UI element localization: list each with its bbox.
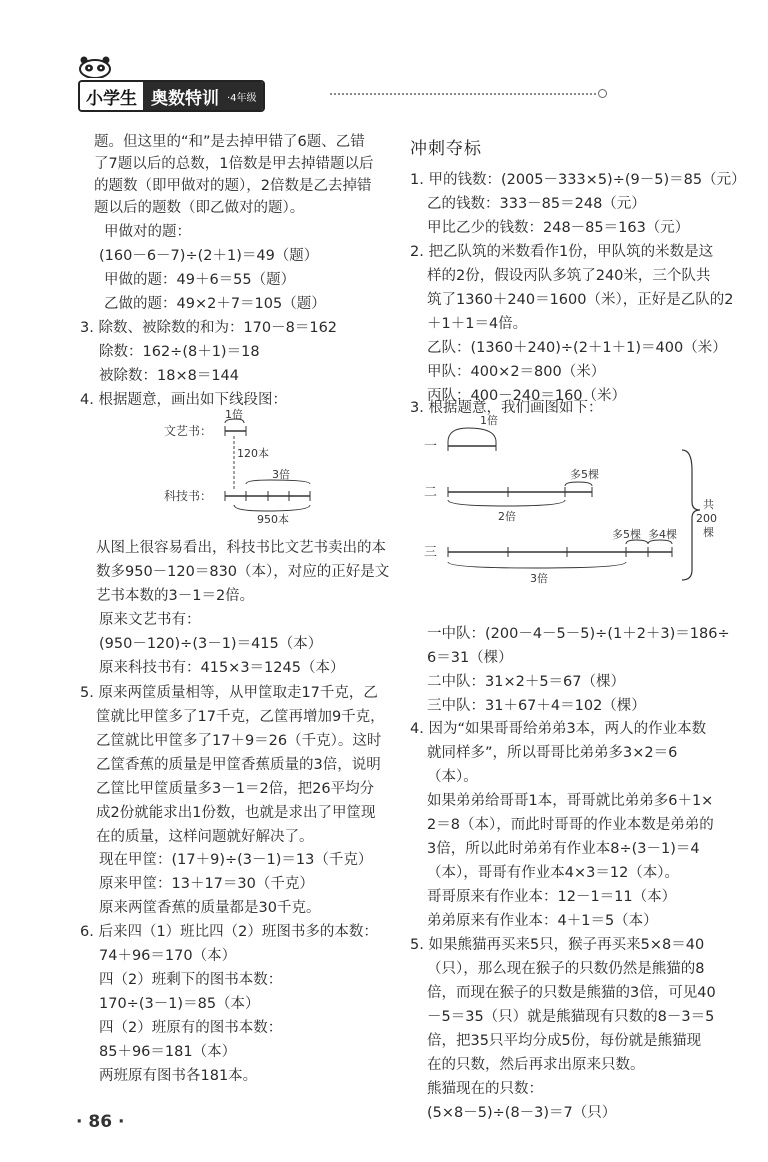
- book-title: 奥数特训: [143, 82, 227, 110]
- bei1-label: 1倍: [225, 408, 243, 421]
- left-text-line: 原来甲筐：13＋17＝30（千克）: [99, 876, 314, 892]
- right-text-line: 5. 如果熊猫再买来5只，猴子再买来5×8＝40: [410, 937, 705, 953]
- right-text-line: 丙队：400－240＝160（米）: [427, 388, 627, 404]
- ben950-label: 950本: [257, 513, 289, 526]
- right-text-line: ＋1＋1＝4倍。: [427, 316, 528, 332]
- left-text-line: 4. 根据题意，画出如下线段图：: [80, 392, 287, 408]
- duo5-label-b: 多5棵: [612, 528, 641, 541]
- left-text-line: 74＋96＝170（本）: [99, 948, 237, 964]
- right-text-line: 熊猫现在的只数：: [427, 1081, 543, 1097]
- left-text-line: 艺书本数的3－1＝2倍。: [96, 588, 255, 604]
- left-text-line: 筐就比甲筐多了17千克，乙筐再增加9千克，: [96, 709, 385, 725]
- row2-label: 二: [424, 485, 438, 500]
- page-number: · 86 ·: [76, 1112, 125, 1132]
- left-text-line: 了7题以后的总数，1倍数是甲去掉错题以后: [94, 156, 374, 172]
- left-text-line: 甲做对的题：: [104, 224, 191, 240]
- right-text-line: （只），那么现在猴子的只数仍然是熊猫的8: [427, 961, 705, 977]
- right-text-line: 4. 因为“如果哥哥给弟弟3本，两人的作业本数: [410, 721, 707, 737]
- left-text-line: 两班原有图书各181本。: [99, 1068, 258, 1084]
- right-text-line: 3. 根据题意，我们画图如下：: [410, 400, 603, 416]
- left-text-line: 6. 后来四（1）班比四（2）班图书多的本数：: [80, 924, 378, 940]
- left-text-line: 除数：162÷(8＋1)＝18: [99, 344, 260, 360]
- bei2-label: 2倍: [498, 510, 516, 523]
- right-text-line: 三中队：31＋67＋4＝102（棵）: [427, 698, 646, 714]
- right-text-line: 一中队：(200－4－5－5)÷(1＋2＋3)＝186÷: [427, 626, 730, 642]
- right-text-line: (5×8－5)÷(8－3)＝7（只）: [427, 1105, 617, 1121]
- left-text-line: 四（2）班剩下的图书本数：: [99, 972, 283, 988]
- left-text-line: 题以后的题数（即乙做对的题）。: [94, 200, 305, 216]
- left-text-line: (160－6－7)÷(2＋1)＝49（题）: [99, 248, 319, 264]
- book-title-badge: [78, 80, 265, 112]
- left-text-line: 成2份就能求出1份数，也就是求出了甲筐现: [96, 805, 376, 821]
- right-text-line: 倍，把35只平均分成5份，每份就是熊猫现: [427, 1033, 702, 1049]
- right-text-line: 甲比乙少的钱数：248－85＝163（元）: [427, 220, 690, 236]
- wenyi-label: 文艺书：: [164, 424, 213, 438]
- left-text-line: 甲做的题：49＋6＝55（题）: [104, 272, 296, 288]
- left-text-line: (950－120)÷(3－1)＝415（本）: [99, 636, 323, 652]
- bei3-label: 3倍: [272, 468, 290, 481]
- right-text-line: 1. 甲的钱数：(2005－333×5)÷(9－5)＝85（元）: [410, 172, 746, 188]
- left-text-line: 170÷(3－1)＝85（本）: [99, 996, 260, 1012]
- grade-label: ·4年级: [227, 82, 263, 110]
- book-line-diagram: [160, 405, 330, 530]
- left-text-line: 原来两筐香蕉的质量都是30千克。: [99, 900, 321, 916]
- right-text-line: 如果弟弟给哥哥1本，哥哥就比弟弟多6＋1×: [427, 793, 714, 809]
- right-text-line: 2＝8（本），而此时哥哥的作业本数是弟弟的: [427, 817, 714, 833]
- right-text-line: 哥哥原来有作业本：12－1＝11（本）: [427, 889, 677, 905]
- header-dotted-rule: [330, 93, 596, 95]
- row1-label: 一: [424, 439, 438, 454]
- left-text-line: 四（2）班原有的图书本数：: [99, 1020, 283, 1036]
- right-text-line: 2. 把乙队筑的米数看作1份，甲队筑的米数是这: [410, 244, 714, 260]
- right-text-line: 乙的钱数：333－85＝248（元）: [427, 196, 646, 212]
- right-text-line: 就同样多”，所以哥哥比弟弟多3×2＝6: [427, 745, 678, 761]
- left-text-line: 的题数（即甲做对的题），2倍数是乙去掉错: [94, 178, 372, 194]
- left-text-line: 被除数：18×8＝144: [99, 368, 240, 384]
- left-text-line: 3. 除数、被除数的和为：170－8＝162: [80, 320, 338, 336]
- right-text-line: 6＝31（棵）: [427, 650, 513, 666]
- left-text-line: 在的质量，这样问题就好解决了。: [96, 829, 314, 845]
- right-text-line: 甲队：400×2＝800（米）: [427, 364, 606, 380]
- left-text-line: 85＋96＝181（本）: [99, 1044, 237, 1060]
- keji-label: 科技书：: [164, 489, 213, 503]
- left-text-line: 数多950－120＝830（本），对应的正好是文: [96, 564, 390, 580]
- left-text-line: 原来文艺书有：: [99, 612, 201, 628]
- bei3-label-r: 3倍: [530, 572, 548, 585]
- left-text-line: 题。但这里的“和”是去掉甲错了6题、乙错: [94, 134, 365, 150]
- duo5-label-a: 多5棵: [570, 468, 599, 481]
- right-text-line: 乙队：(1360＋240)÷(2＋1＋1)＝400（米）: [427, 340, 727, 356]
- left-text-line: 乙筐比甲筐质量多3－1＝2倍，把26平均分: [96, 781, 375, 797]
- right-text-line: （本），哥哥有作业本4×3＝12（本）。: [427, 865, 680, 881]
- tree-planting-diagram: [420, 410, 725, 590]
- right-text-line: （本）。: [427, 769, 478, 785]
- duo4-label: 多4棵: [648, 528, 677, 541]
- left-text-line: 乙筐香蕉的质量是甲筐香蕉质量的3倍，说明: [96, 757, 381, 773]
- right-text-line: 在的只数，然后再求出原来只数。: [427, 1057, 645, 1073]
- bei1-label-r: 1倍: [480, 414, 498, 427]
- right-text-line: 倍，而现在猴子的只数是熊猫的3倍，可见40: [427, 985, 716, 1001]
- right-text-line: 筑了1360＋240＝1600（米），正好是乙队的2: [427, 292, 734, 308]
- right-text-line: －5＝35（只）就是熊猫现有只数的8－3＝5: [427, 1009, 715, 1025]
- panda-mascot-icon: [78, 56, 112, 78]
- total-label-3: 棵: [703, 526, 714, 539]
- left-text-line: 乙做的题：49×2＋7＝105（题）: [104, 296, 326, 312]
- header-rule-end-circle: [598, 89, 607, 98]
- right-text-line: 弟弟原来有作业本：4＋1＝5（本）: [427, 913, 658, 929]
- ben120-label: 120本: [237, 447, 269, 460]
- row3-label: 三: [424, 545, 438, 560]
- section-title-chongci: 冲刺夺标: [410, 139, 482, 159]
- total-label-2: 200: [696, 512, 717, 525]
- total-label-1: 共: [703, 498, 714, 511]
- right-text-line: 3倍，所以此时弟弟有作业本8÷(3－1)＝4: [427, 841, 700, 857]
- right-text-line: 二中队：31×2＋5＝67（棵）: [427, 674, 626, 690]
- left-text-line: 从图上很容易看出，科技书比文艺书卖出的本: [96, 540, 386, 556]
- left-text-line: 原来科技书有：415×3＝1245（本）: [99, 660, 345, 676]
- left-text-line: 5. 原来两筐质量相等，从甲筐取走17千克，乙: [80, 685, 378, 701]
- left-text-line: 乙筐就比甲筐多了17＋9＝26（千克）。这时: [96, 733, 382, 749]
- brand-label: 小学生: [80, 82, 143, 110]
- left-text-line: 现在甲筐：(17＋9)÷(3－1)＝13（千克）: [99, 852, 373, 868]
- right-text-line: 样的2份，假设丙队多筑了240米，三个队共: [427, 268, 711, 284]
